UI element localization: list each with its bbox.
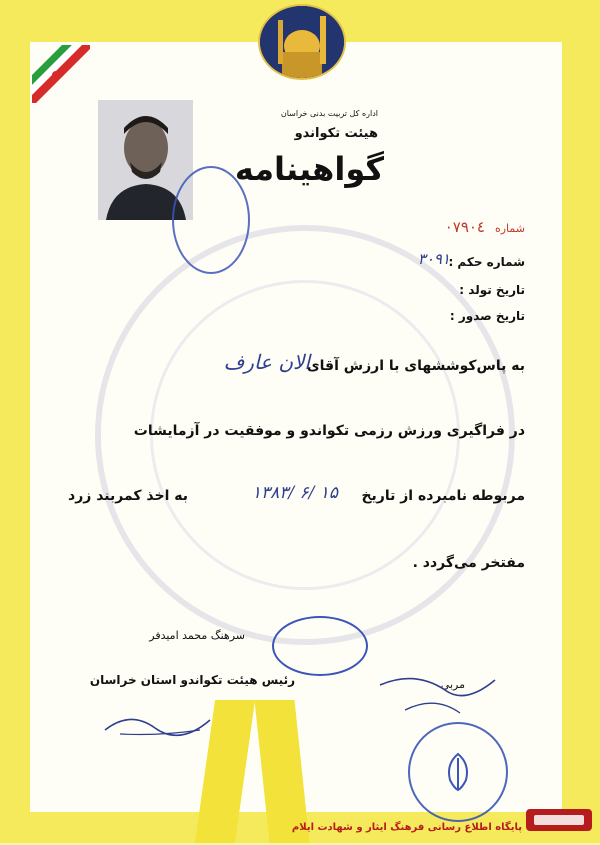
body-line-3b: به اخذ کمربند زرد — [68, 488, 188, 504]
body-line-2: در فراگیری ورزش رزمی تکواندو و موفقیت در آزمایشات — [133, 423, 525, 439]
body-line-1: به پاس‌کوششهای با ارزش آقای — [306, 358, 525, 374]
emblem-icon — [438, 750, 478, 794]
birth-label: تاریخ تولد : — [459, 283, 525, 297]
site-logo — [520, 805, 596, 841]
taekwondo-board-stamp — [272, 616, 368, 676]
footer-site-text: پایگاه اطلاع رسانی فرهنگ ایثار و شهادت ایلام — [291, 822, 522, 833]
decree-label: شماره حکم : — [448, 255, 525, 269]
body-line-4: مفتخر می‌گردد . — [412, 555, 525, 571]
coach-signature — [375, 665, 505, 725]
shrine-image — [258, 4, 346, 80]
issue-label: تاریخ صدور : — [449, 309, 525, 323]
board-name: هیئت تکواندو — [294, 126, 378, 141]
body-line-3a: مربوطه نامبرده از تاریخ — [361, 488, 525, 504]
promotion-date: ۱۳۸۳/ ۶/ ۱۵ — [251, 483, 338, 503]
recipient-name: الان عارف — [223, 350, 310, 374]
coach-label: مربی — [440, 678, 465, 691]
chief-signature — [100, 700, 220, 740]
chief-title: رئیس هیئت تکواندو استان خراسان — [89, 673, 295, 687]
iran-flag-icon — [32, 45, 90, 103]
org-line: اداره کل تربیت بدنی خراسان — [280, 109, 378, 118]
page-title: گواهینامه — [234, 150, 384, 188]
chief-name: سرهنگ محمد امیدفر — [149, 629, 245, 642]
number-value: ۰۷۹۰٤ — [444, 218, 485, 236]
decree-value: ۳۰۹۱ — [417, 250, 450, 268]
number-label: شماره — [494, 222, 525, 235]
